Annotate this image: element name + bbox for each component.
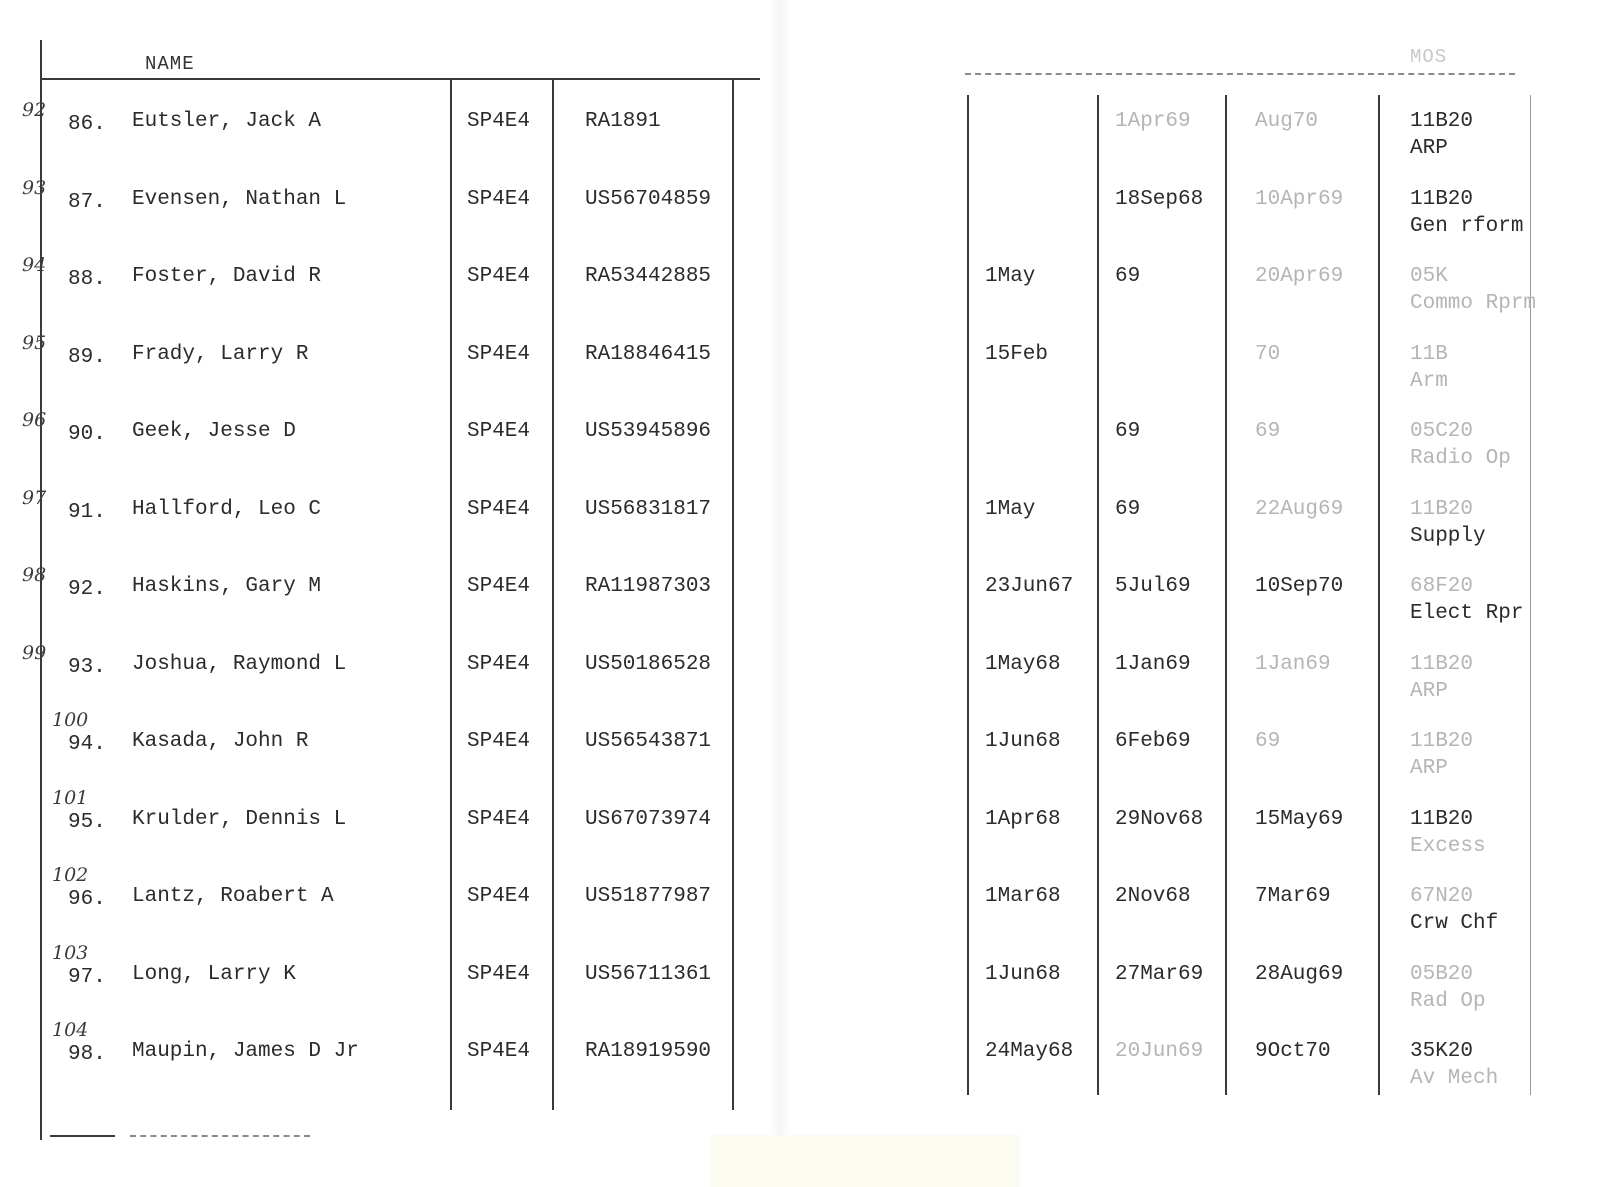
cell-duty: Supply: [1410, 525, 1486, 548]
cell-name: Joshua, Raymond L: [132, 653, 347, 676]
row-number-new: 95: [22, 332, 47, 354]
cell-name: Frady, Larry R: [132, 343, 309, 366]
cell-date1: 1Mar68: [985, 885, 1061, 908]
cell-grade: SP4E4: [467, 420, 531, 443]
row-number-old: 91.: [68, 501, 106, 524]
row-number-old: 97.: [68, 966, 106, 989]
cell-date3: 69: [1255, 420, 1281, 443]
cell-date3: 9Oct70: [1255, 1040, 1331, 1063]
cell-name: Krulder, Dennis L: [132, 808, 347, 831]
cell-date2: 1Jan69: [1115, 653, 1191, 676]
cell-duty: Gen rform: [1410, 215, 1524, 238]
cell-mos: 11B20: [1410, 808, 1474, 831]
cell-date2: 1Apr69: [1115, 110, 1191, 133]
cell-name: Long, Larry K: [132, 963, 296, 986]
cell-duty: Radio Op: [1410, 447, 1511, 470]
row-number-new: 103: [52, 942, 89, 964]
row-number-new: 99: [22, 642, 47, 664]
cell-date1: 1May68: [985, 653, 1061, 676]
cell-date3: 69: [1255, 730, 1281, 753]
cell-service-no: US56831817: [585, 498, 712, 521]
row-number-new: 100: [52, 709, 89, 731]
row-number-old: 95.: [68, 811, 106, 834]
row-number-old: 96.: [68, 888, 106, 911]
cell-service-no: US56704859: [585, 188, 712, 211]
cell-name: Evensen, Nathan L: [132, 188, 347, 211]
cell-service-no: US56543871: [585, 730, 712, 753]
grade-divider: [450, 80, 452, 1110]
cell-date1: 23Jun67: [985, 575, 1074, 598]
cell-mos: 05B20: [1410, 963, 1474, 986]
cell-mos: 11B20: [1410, 188, 1474, 211]
cell-date1: 1May: [985, 265, 1036, 288]
row-number-old: 94.: [68, 733, 106, 756]
row-number-new: 104: [52, 1019, 89, 1041]
cell-duty: Elect Rpr: [1410, 602, 1524, 625]
row-number-new: 94: [22, 254, 47, 276]
cell-mos: 68F20: [1410, 575, 1474, 598]
cell-date2: 69: [1115, 498, 1141, 521]
cell-date2: 29Nov68: [1115, 808, 1204, 831]
cell-mos: 11B20: [1410, 730, 1474, 753]
cell-date3: 22Aug69: [1255, 498, 1344, 521]
cell-date2: 69: [1115, 265, 1141, 288]
cell-name: Eutsler, Jack A: [132, 110, 322, 133]
cell-duty: ARP: [1410, 680, 1448, 703]
row-number-new: 93: [22, 177, 47, 199]
cell-service-no: US67073974: [585, 808, 712, 831]
cell-service-no: US53945896: [585, 420, 712, 443]
left-bottom-rule: [50, 1135, 115, 1137]
cell-date2: 69: [1115, 420, 1141, 443]
left-right-border: [732, 80, 734, 1110]
cell-name: Lantz, Roabert A: [132, 885, 334, 908]
cell-name: Hallford, Leo C: [132, 498, 322, 521]
cell-date3: 10Sep70: [1255, 575, 1344, 598]
cell-date3: 15May69: [1255, 808, 1344, 831]
cell-grade: SP4E4: [467, 1040, 531, 1063]
cell-grade: SP4E4: [467, 885, 531, 908]
page-gutter: [770, 0, 790, 1187]
cell-duty: Commo Rprm: [1410, 292, 1537, 315]
cell-grade: SP4E4: [467, 808, 531, 831]
cell-date2: 2Nov68: [1115, 885, 1191, 908]
cell-date1: 24May68: [985, 1040, 1074, 1063]
row-number-new: 102: [52, 864, 89, 886]
row-number-new: 98: [22, 564, 47, 586]
left-bottom-dash: [130, 1135, 310, 1137]
cell-date2: 20Jun69: [1115, 1040, 1204, 1063]
paper-tab: [710, 1135, 1020, 1187]
cell-service-no: RA1891: [585, 110, 661, 133]
cell-service-no: RA53442885: [585, 265, 712, 288]
cell-name: Maupin, James D Jr: [132, 1040, 359, 1063]
serial-divider: [552, 80, 554, 1110]
cell-service-no: US56711361: [585, 963, 712, 986]
left-header-rule: [40, 78, 760, 80]
cell-date2: 5Jul69: [1115, 575, 1191, 598]
cell-grade: SP4E4: [467, 963, 531, 986]
cell-mos: 35K20: [1410, 1040, 1474, 1063]
row-number-new: 97: [22, 487, 47, 509]
cell-date3: 1Jan69: [1255, 653, 1331, 676]
right-border: [1530, 95, 1531, 1095]
cell-date3: 7Mar69: [1255, 885, 1331, 908]
cell-duty: Rad Op: [1410, 990, 1486, 1013]
cell-date3: 28Aug69: [1255, 963, 1344, 986]
row-number-new: 92: [22, 99, 47, 121]
right-divider-1: [967, 95, 969, 1095]
cell-duty: Arm: [1410, 370, 1448, 393]
cell-date1: 1Jun68: [985, 730, 1061, 753]
cell-service-no: US50186528: [585, 653, 712, 676]
cell-mos: 11B20: [1410, 498, 1474, 521]
cell-grade: SP4E4: [467, 653, 531, 676]
cell-name: Kasada, John R: [132, 730, 309, 753]
cell-service-no: RA18919590: [585, 1040, 712, 1063]
row-number-old: 88.: [68, 268, 106, 291]
right-divider-4: [1378, 95, 1380, 1095]
cell-mos: 67N20: [1410, 885, 1474, 908]
row-number-new: 96: [22, 409, 47, 431]
left-border: [40, 40, 42, 1140]
row-number-old: 92.: [68, 578, 106, 601]
cell-duty: Av Mech: [1410, 1067, 1499, 1090]
header-name: NAME: [145, 53, 195, 75]
cell-service-no: US51877987: [585, 885, 712, 908]
cell-duty: ARP: [1410, 137, 1448, 160]
cell-grade: SP4E4: [467, 265, 531, 288]
row-number-old: 86.: [68, 113, 106, 136]
cell-date1: 1Apr68: [985, 808, 1061, 831]
cell-mos: 11B20: [1410, 653, 1474, 676]
cell-grade: SP4E4: [467, 498, 531, 521]
cell-date2: 6Feb69: [1115, 730, 1191, 753]
cell-grade: SP4E4: [467, 343, 531, 366]
cell-mos: 05K: [1410, 265, 1448, 288]
right-divider-3: [1225, 95, 1227, 1095]
cell-mos: 11B20: [1410, 110, 1474, 133]
row-number-old: 90.: [68, 423, 106, 446]
cell-date3: 20Apr69: [1255, 265, 1344, 288]
row-number-new: 101: [52, 787, 89, 809]
right-divider-2: [1097, 95, 1099, 1095]
row-number-old: 89.: [68, 346, 106, 369]
cell-name: Haskins, Gary M: [132, 575, 322, 598]
cell-date3: Aug70: [1255, 110, 1319, 133]
cell-date1: 1Jun68: [985, 963, 1061, 986]
cell-grade: SP4E4: [467, 730, 531, 753]
cell-name: Foster, David R: [132, 265, 322, 288]
row-number-old: 87.: [68, 191, 106, 214]
cell-duty: Excess: [1410, 835, 1486, 858]
cell-grade: SP4E4: [467, 575, 531, 598]
cell-date1: 1May: [985, 498, 1036, 521]
cell-grade: SP4E4: [467, 110, 531, 133]
cell-service-no: RA11987303: [585, 575, 712, 598]
cell-service-no: RA18846415: [585, 343, 712, 366]
cell-date3: 10Apr69: [1255, 188, 1344, 211]
cell-date3: 70: [1255, 343, 1281, 366]
header-mos: MOS: [1410, 46, 1448, 68]
cell-date2: 18Sep68: [1115, 188, 1204, 211]
cell-duty: ARP: [1410, 757, 1448, 780]
cell-mos: 11B: [1410, 343, 1448, 366]
cell-date1: 15Feb: [985, 343, 1049, 366]
row-number-old: 98.: [68, 1043, 106, 1066]
cell-duty: Crw Chf: [1410, 912, 1499, 935]
cell-mos: 05C20: [1410, 420, 1474, 443]
row-number-old: 93.: [68, 656, 106, 679]
cell-grade: SP4E4: [467, 188, 531, 211]
cell-date2: 27Mar69: [1115, 963, 1204, 986]
right-header-rule: [965, 73, 1515, 75]
cell-name: Geek, Jesse D: [132, 420, 296, 443]
